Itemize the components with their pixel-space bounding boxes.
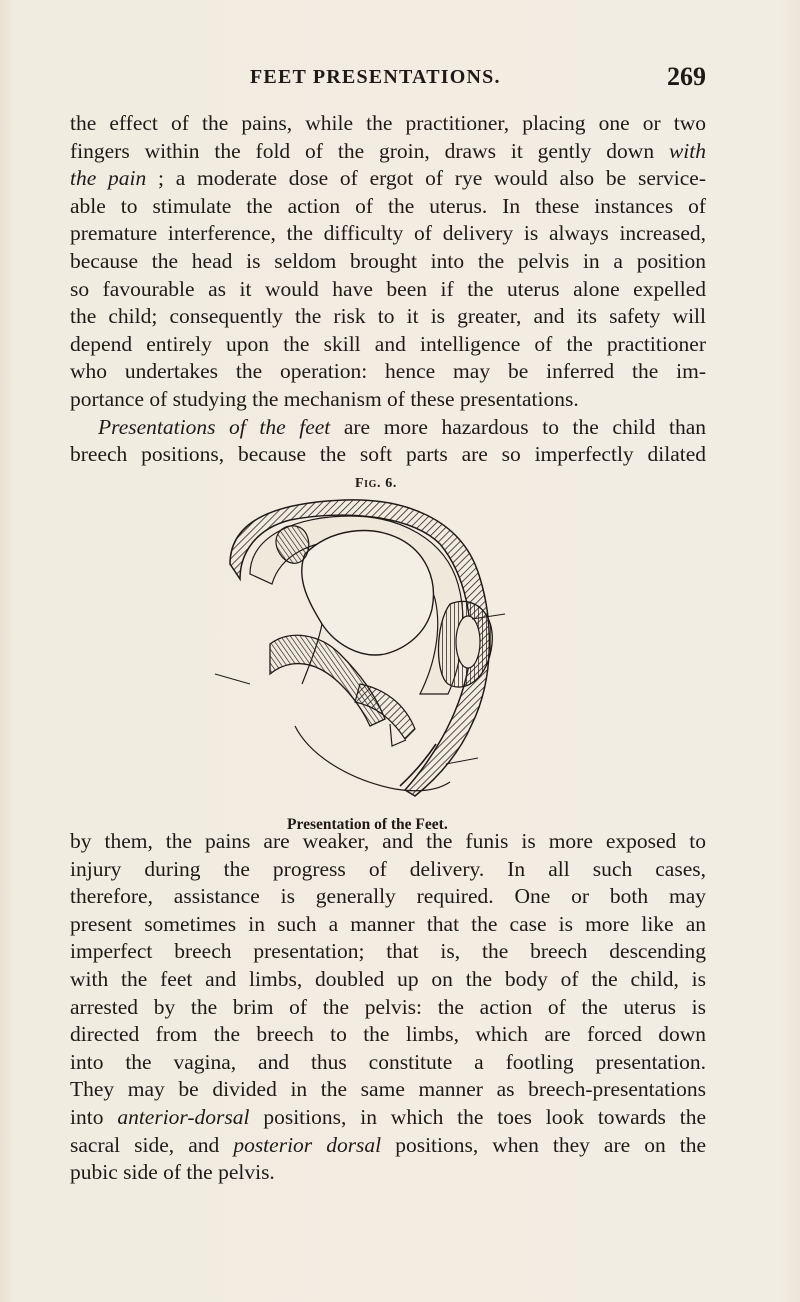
text-line: because the head is seldom brought into the pelvis in a position <box>70 248 706 273</box>
text-span: into <box>70 1104 104 1129</box>
text-line: portance of studying the mechanism of these presentations. <box>70 386 579 411</box>
text-line: by them, the pains are weaker, and the funis is more exposed to <box>70 829 706 853</box>
paragraph-2 <box>70 828 706 1187</box>
text-line <box>70 414 706 442</box>
text-line: able to stimulate the action of the uterus. In these instances of <box>70 193 706 218</box>
text-line: They may be divided in the same manner as breech-presentations <box>70 1077 706 1102</box>
text-line: arrested by the brim of the pelvis: the action of the uterus is <box>70 994 706 1019</box>
text-line: so favourable as it would have been if the uterus alone expelled <box>70 276 706 301</box>
text-line <box>70 1104 706 1132</box>
italic-phrase: Presentations of the feet <box>98 414 331 439</box>
running-head: FEET PRESENTATIONS. <box>250 66 501 88</box>
text-line: breech positions, because the soft parts are so imperfectly dilated <box>70 442 706 467</box>
page-header <box>70 62 706 94</box>
text-span: are more hazardous to the child than <box>343 414 707 439</box>
text-line: with the feet and limbs, doubled up on the body of the child, is <box>70 966 706 991</box>
text-line: depend entirely upon the skill and intelligence of the practitioner <box>70 331 706 356</box>
text-span: ; a moderate dose of ergot of rye would also be service- <box>146 166 706 191</box>
text-span: sacral side, and <box>70 1132 220 1157</box>
text-line: imperfect breech presentation; that is, the breech descending <box>70 939 706 964</box>
text-line: present sometimes in such a manner that the case is more like an <box>70 911 706 936</box>
text-line: who undertakes the operation: hence may be inferred the im- <box>70 359 706 384</box>
italic-phrase: with <box>668 138 707 163</box>
page-number: 269 <box>667 62 706 91</box>
text-line: directed from the breech to the limbs, which are forced down <box>70 1022 706 1047</box>
text-span: positions, when they are on the <box>395 1132 707 1157</box>
italic-phrase: the pain <box>70 166 147 191</box>
text-line: premature interference, the difficulty of delivery is always increased, <box>70 221 706 246</box>
text-line: therefore, assistance is generally required. One or both may <box>70 884 706 909</box>
text-line: the effect of the pains, while the practitioner, placing one or two <box>70 111 706 135</box>
text-line <box>70 1132 706 1160</box>
text-line <box>70 165 706 193</box>
italic-phrase: anterior-dorsal <box>117 1104 250 1129</box>
paragraph-1 <box>70 110 706 469</box>
text-span: positions, in which the toes look towards the <box>263 1104 707 1129</box>
text-span: fingers within the fold of the groin, draws it gently down <box>70 138 655 163</box>
text-line: into the vagina, and thus constitute a footling presentation. <box>70 1049 706 1074</box>
text-line <box>70 138 706 166</box>
italic-phrase: posterior dorsal <box>233 1132 382 1157</box>
figure-caption: Presentation of the Feet. <box>287 816 448 833</box>
figure-label: Fig. 6. <box>355 476 397 491</box>
text-line: the child; consequently the risk to it is greater, and its safety will <box>70 304 706 329</box>
text-line: pubic side of the pelvis. <box>70 1160 275 1185</box>
text-line: injury during the progress of delivery. In all such cases, <box>70 856 706 881</box>
feet-presentation-illustration <box>210 494 540 810</box>
